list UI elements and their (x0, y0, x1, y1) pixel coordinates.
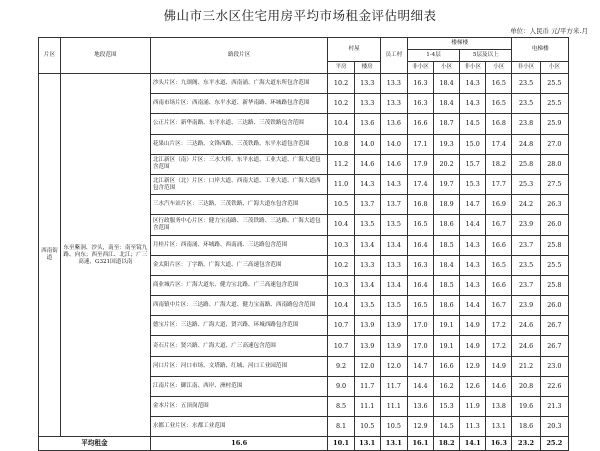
value-cell: 13.4 (354, 235, 380, 255)
value-cell: 8.5 (328, 397, 354, 417)
value-cell: 25.8 (540, 235, 568, 255)
value-cell: 13.5 (380, 296, 407, 316)
value-cell: 10.3 (328, 235, 354, 255)
value-cell: 13.3 (380, 74, 407, 94)
value-cell: 23.9 (512, 296, 540, 316)
value-cell: 17.2 (486, 316, 512, 336)
value-cell: 15.3 (460, 174, 486, 194)
value-cell: 10.2 (328, 74, 354, 94)
value-cell: 9.2 (328, 356, 354, 376)
average-label: 平均租金 (39, 437, 151, 451)
value-cell: 15.3 (434, 397, 460, 417)
value-cell: 13.8 (486, 397, 512, 417)
value-cell: 10.5 (380, 417, 407, 437)
value-cell: 16.9 (486, 195, 512, 215)
value-cell: 24.8 (512, 134, 540, 154)
value-cell: 13.4 (354, 275, 380, 295)
value-cell: 14.3 (460, 74, 486, 94)
unit-label: 单位：人民币 元/平方米.月 (510, 27, 588, 35)
average-value-cell: 14.1 (460, 437, 486, 451)
header-elev-nonsmall: 非小区 (512, 62, 540, 74)
value-cell: 20.3 (540, 417, 568, 437)
value-cell: 13.6 (354, 114, 380, 134)
value-cell: 12.9 (460, 356, 486, 376)
value-cell: 19.6 (512, 397, 540, 417)
value-cell: 11.7 (380, 376, 407, 396)
header-low-small: 小区 (434, 62, 460, 74)
value-cell: 16.8 (407, 195, 433, 215)
value-cell: 24.6 (512, 336, 540, 356)
value-cell: 23.5 (512, 94, 540, 114)
value-cell: 13.9 (380, 336, 407, 356)
value-cell: 13.3 (354, 255, 380, 275)
value-cell: 16.3 (407, 94, 433, 114)
value-cell: 18.4 (434, 94, 460, 114)
value-cell: 11.1 (354, 397, 380, 417)
road-cell: 西南市场片区：西南涌、东平水道、新华南路、环城路包含范围 (150, 94, 328, 114)
value-cell: 14.7 (460, 195, 486, 215)
value-cell: 18.6 (434, 215, 460, 235)
value-cell: 14.7 (407, 356, 433, 376)
value-cell: 14.6 (486, 376, 512, 396)
value-cell: 18.4 (434, 74, 460, 94)
area-cell: 东至紫洞、沙头，南至：南至镜九路、向东；西至西江、北江；广三高速，G321国道以南 (60, 74, 150, 437)
road-cell: 西南镇中片区：三达路、广海大道、健力宝南路、西南路包含范围 (150, 296, 328, 316)
value-cell: 17.7 (486, 174, 512, 194)
header-high-nonsmall: 非小区 (460, 62, 486, 74)
value-cell: 13.3 (354, 94, 380, 114)
value-cell: 10.7 (328, 336, 354, 356)
average-value-cell: 18.2 (434, 437, 460, 451)
header-elev-small: 小区 (540, 62, 568, 74)
header-flat: 平房 (328, 62, 354, 74)
value-cell: 16.7 (486, 296, 512, 316)
value-cell: 16.5 (486, 94, 512, 114)
value-cell: 16.3 (407, 74, 433, 94)
road-cell: 金本片区：五顶岗范围 (150, 397, 328, 417)
value-cell: 9.0 (328, 376, 354, 396)
value-cell: 17.0 (407, 336, 433, 356)
value-cell: 13.4 (380, 235, 407, 255)
value-cell: 14.3 (460, 235, 486, 255)
value-cell: 17.4 (486, 134, 512, 154)
value-cell: 23.5 (512, 255, 540, 275)
value-cell: 16.2 (434, 376, 460, 396)
road-cell: 公正片区：新华南路、东平水道、三达路、三茂铁路包含范围 (150, 114, 328, 134)
value-cell: 13.7 (380, 195, 407, 215)
value-cell: 13.6 (407, 397, 433, 417)
value-cell: 14.5 (434, 417, 460, 437)
value-cell: 17.9 (407, 154, 433, 174)
header-elevator: 电梯楼 (512, 38, 569, 62)
value-cell: 19.3 (434, 134, 460, 154)
value-cell: 10.7 (328, 316, 354, 336)
value-cell: 16.6 (434, 356, 460, 376)
table-row (39, 74, 569, 94)
value-cell: 12.0 (380, 356, 407, 376)
value-cell: 18.6 (512, 417, 540, 437)
value-cell: 17.0 (407, 316, 433, 336)
road-cell: 北江新区（南）片区：三水大桥、东平水道、工业大道、广海大道包含范围 (150, 154, 328, 174)
value-cell: 18.9 (434, 195, 460, 215)
value-cell: 23.7 (512, 235, 540, 255)
value-cell: 10.2 (328, 255, 354, 275)
value-cell: 25.5 (540, 94, 568, 114)
value-cell: 14.4 (460, 215, 486, 235)
header-road: 路段片区 (150, 38, 328, 74)
value-cell: 16.3 (407, 255, 433, 275)
value-cell: 11.1 (380, 397, 407, 417)
value-cell: 16.5 (407, 296, 433, 316)
value-cell: 28.0 (540, 154, 568, 174)
value-cell: 16.4 (407, 235, 433, 255)
value-cell: 25.8 (512, 154, 540, 174)
value-cell: 22.6 (540, 376, 568, 396)
value-cell: 19.1 (434, 316, 460, 336)
road-cell: 商业城片区：广海大道东、健力宝北路、广三高速包含范围 (150, 275, 328, 295)
value-cell: 16.8 (486, 114, 512, 134)
value-cell: 11.0 (328, 174, 354, 194)
value-cell: 14.5 (460, 114, 486, 134)
value-cell: 14.4 (407, 376, 433, 396)
header-zone: 片区 (39, 38, 61, 74)
value-cell: 16.7 (486, 215, 512, 235)
value-cell: 13.3 (354, 74, 380, 94)
value-cell: 23.5 (512, 74, 540, 94)
value-cell: 13.6 (380, 114, 407, 134)
value-cell: 19.1 (434, 336, 460, 356)
value-cell: 14.3 (460, 94, 486, 114)
header-high-small: 小区 (486, 62, 512, 74)
average-value-cell: 25.2 (540, 437, 568, 451)
value-cell: 8.1 (328, 417, 354, 437)
header-area: 地段范围 (60, 38, 150, 74)
value-cell: 11.2 (328, 154, 354, 174)
value-cell: 19.7 (434, 174, 460, 194)
value-cell: 15.7 (460, 154, 486, 174)
value-cell: 10.4 (328, 296, 354, 316)
value-cell: 14.6 (354, 154, 380, 174)
value-cell: 25.3 (512, 174, 540, 194)
header-stair: 楼梯楼 (407, 38, 512, 50)
value-cell: 23.7 (512, 275, 540, 295)
value-cell: 18.2 (486, 154, 512, 174)
value-cell: 16.4 (407, 275, 433, 295)
value-cell: 15.0 (460, 134, 486, 154)
value-cell: 13.5 (380, 215, 407, 235)
value-cell: 16.5 (486, 74, 512, 94)
value-cell: 13.3 (380, 94, 407, 114)
road-cell: 月桂片区：西南涌、环城路、西南涌、三达路包含范围 (150, 235, 328, 255)
road-cell: 沙头片区：九颂阁、东平水道、西南涌、广海大道东所包含范围 (150, 74, 328, 94)
value-cell: 11.7 (354, 376, 380, 396)
value-cell: 10.8 (328, 134, 354, 154)
value-cell: 10.5 (328, 195, 354, 215)
value-cell: 13.4 (380, 275, 407, 295)
value-cell: 24.6 (512, 316, 540, 336)
value-cell: 20.2 (434, 154, 460, 174)
value-cell: 25.5 (540, 74, 568, 94)
value-cell: 17.4 (407, 174, 433, 194)
road-cell: 北江新区（北）片区：口岸大道、西南大道、工业大道、广海大道西包含范围 (150, 174, 328, 194)
road-cell: 河口片区：河口市场、文塔路、红城、河口工业园范围 (150, 356, 328, 376)
value-cell: 16.6 (486, 235, 512, 255)
average-value-cell: 10.1 (328, 437, 354, 451)
value-cell: 27.5 (540, 174, 568, 194)
value-cell: 13.9 (380, 316, 407, 336)
value-cell: 23.0 (540, 356, 568, 376)
value-cell: 14.3 (460, 275, 486, 295)
value-cell: 16.5 (407, 215, 433, 235)
value-cell: 14.9 (460, 336, 486, 356)
header-high: 5层及以上 (460, 50, 512, 62)
value-cell: 20.8 (512, 376, 540, 396)
value-cell: 14.3 (354, 174, 380, 194)
header-low: 1-4层 (407, 50, 459, 62)
road-cell: 三水汽车站片区：三达路、三茂铁路、广海大道东包含范围 (150, 195, 328, 215)
value-cell: 13.3 (380, 255, 407, 275)
value-cell: 17.2 (486, 336, 512, 356)
value-cell: 25.9 (540, 114, 568, 134)
value-cell: 27.0 (540, 134, 568, 154)
average-value-cell: 13.1 (354, 437, 380, 451)
value-cell: 14.9 (486, 356, 512, 376)
header-low-nonsmall: 非小区 (407, 62, 433, 74)
value-cell: 11.3 (460, 417, 486, 437)
header-row-1 (39, 38, 569, 50)
value-cell: 26.7 (540, 316, 568, 336)
value-cell: 18.6 (434, 296, 460, 316)
value-cell: 25.8 (540, 275, 568, 295)
value-cell: 13.7 (354, 195, 380, 215)
value-cell: 21.3 (540, 397, 568, 417)
value-cell: 13.1 (486, 417, 512, 437)
value-cell: 16.6 (486, 275, 512, 295)
value-cell: 18.4 (434, 255, 460, 275)
road-cell: 奇石片区：贤兴路、广海大道、广三高速包含范围 (150, 336, 328, 356)
value-cell: 12.9 (407, 417, 433, 437)
value-cell: 23.9 (512, 215, 540, 235)
value-cell: 13.9 (354, 336, 380, 356)
value-cell: 26.0 (540, 296, 568, 316)
value-cell: 25.5 (540, 255, 568, 275)
value-cell: 14.4 (460, 296, 486, 316)
value-cell: 14.0 (380, 134, 407, 154)
road-cell: 水都工业片区：水都工业范围 (150, 417, 328, 437)
value-cell: 10.4 (328, 114, 354, 134)
value-cell: 14.0 (354, 134, 380, 154)
value-cell: 14.9 (460, 316, 486, 336)
value-cell: 18.5 (434, 235, 460, 255)
value-cell: 21.2 (512, 356, 540, 376)
zone-cell: 西南街道 (39, 74, 61, 437)
road-cell: 金太阳片区：丁字路、广海大道、广三高速包含范围 (150, 255, 328, 275)
value-cell: 10.2 (328, 94, 354, 114)
average-value-cell: 16.3 (486, 437, 512, 451)
value-cell: 13.9 (354, 316, 380, 336)
value-cell: 10.5 (354, 417, 380, 437)
value-cell: 14.6 (380, 154, 407, 174)
value-cell: 26.3 (540, 195, 568, 215)
value-cell: 24.2 (512, 195, 540, 215)
header-building: 楼房 (354, 62, 380, 74)
value-cell: 16.5 (486, 255, 512, 275)
value-cell: 26.0 (540, 215, 568, 235)
value-cell: 26.7 (540, 336, 568, 356)
value-cell: 12.6 (460, 376, 486, 396)
header-village: 村屋 (328, 38, 380, 62)
value-cell: 18.5 (434, 275, 460, 295)
average-value-cell: 16.1 (407, 437, 433, 451)
value-cell: 23.8 (512, 114, 540, 134)
average-value-cell: 23.2 (512, 437, 540, 451)
header-dorm: 员工村 (380, 38, 407, 74)
value-cell: 17.1 (407, 134, 433, 154)
value-cell: 12.0 (354, 356, 380, 376)
value-cell: 13.5 (354, 215, 380, 235)
road-cell: 区行政服务中心片区：健力宝南路、三茂铁路、三达路、广海大道包含范围 (150, 215, 328, 235)
average-overall: 16.6 (150, 437, 328, 451)
value-cell: 18.7 (434, 114, 460, 134)
road-cell: 花果山片区：三达路、文锋西路、三茂铁路、东平水道包含范围 (150, 134, 328, 154)
average-row (39, 437, 569, 451)
road-cell: 德宝片区：三达路、广海大道、贤兴路、环城西路包含范围 (150, 316, 328, 336)
value-cell: 10.4 (328, 215, 354, 235)
value-cell: 13.5 (354, 296, 380, 316)
rent-table (38, 37, 569, 451)
page-title: 佛山市三水区住宅用房平均市场租金评估明细表 (163, 8, 437, 23)
value-cell: 14.3 (460, 255, 486, 275)
value-cell: 16.6 (407, 114, 433, 134)
road-cell: 江南片区：御江南、西岸、洲村范围 (150, 376, 328, 396)
value-cell: 10.3 (328, 275, 354, 295)
value-cell: 11.9 (460, 397, 486, 417)
average-value-cell: 13.1 (380, 437, 407, 451)
value-cell: 14.3 (380, 174, 407, 194)
